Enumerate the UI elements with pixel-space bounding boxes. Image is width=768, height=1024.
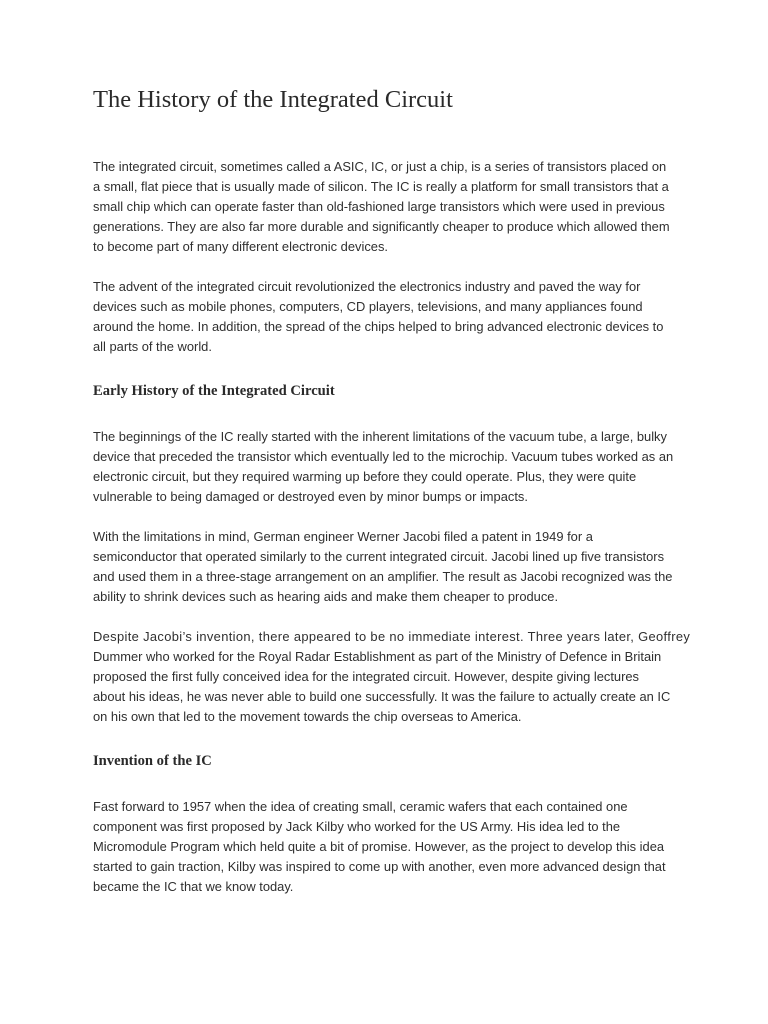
text-line: devices such as mobile phones, computers, CD players, televisions, and many appliances found bbox=[93, 299, 643, 315]
text-line: proposed the first fully conceived idea for the integrated circuit. However, despite giving lectures bbox=[93, 669, 639, 685]
text-line: The advent of the integrated circuit revolutionized the electronics industry and paved the way for bbox=[93, 279, 641, 294]
text-line: to become part of many different electronic devices. bbox=[93, 239, 388, 255]
text-line: electronic circuit, but they required warming up before they could operate. Plus, they were quite bbox=[93, 469, 637, 485]
invention-paragraph-1 bbox=[93, 797, 666, 897]
intro-paragraph-2 bbox=[93, 277, 663, 357]
text-line: Dummer who worked for the Royal Radar Establishment as part of the Ministry of Defence in Britain bbox=[93, 649, 662, 665]
text-line: around the home. In addition, the spread of the chips helped to bring advanced electronic devices to bbox=[93, 319, 664, 335]
text-line: became the IC that we know today. bbox=[93, 879, 294, 895]
text-line: on his own that led to the movement towards the chip overseas to America. bbox=[93, 709, 522, 725]
text-line: a small, flat piece that is usually made of silicon. The IC is really a platform for small transistors that a bbox=[93, 179, 669, 195]
text-line: semiconductor that operated similarly to the current integrated circuit. Jacobi lined up five transistors bbox=[93, 549, 665, 565]
text-line: ability to shrink devices such as hearing aids and make them cheaper to produce. bbox=[93, 589, 559, 605]
text-line: about his ideas, he was never able to build one successfully. It was the failure to actually create an IC bbox=[93, 689, 671, 705]
text-line: started to gain traction, Kilby was inspired to come up with another, even more advanced design that bbox=[93, 859, 666, 875]
text-line: Micromodule Program which held quite a bit of promise. However, as the project to develop this idea bbox=[93, 839, 665, 855]
text-line: The integrated circuit, sometimes called a ASIC, IC, or just a chip, is a series of transistors placed on bbox=[93, 159, 667, 174]
text-line: The beginnings of the IC really started with the inherent limitations of the vacuum tube, a large, bulky bbox=[93, 429, 667, 444]
early-history-paragraph-2 bbox=[93, 527, 672, 607]
section-heading-early-history: Early History of the Integrated Circuit bbox=[93, 383, 335, 399]
text-line: small chip which can operate faster than old-fashioned large transistors which were used in previous bbox=[93, 199, 665, 215]
text-line: Fast forward to 1957 when the idea of creating small, ceramic wafers that each contained one bbox=[93, 799, 628, 814]
text-line: and used them in a three-stage arrangement on an amplifier. The result as Jacobi recognized was the bbox=[93, 569, 673, 585]
text-line: component was first proposed by Jack Kilby who worked for the US Army. His idea led to the bbox=[93, 819, 621, 835]
document-title: The History of the Integrated Circuit bbox=[93, 86, 453, 113]
text-line: With the limitations in mind, German engineer Werner Jacobi filed a patent in 1949 for a bbox=[93, 529, 593, 544]
early-history-paragraph-3 bbox=[93, 627, 690, 727]
text-line: vulnerable to being damaged or destroyed even by minor bumps or impacts. bbox=[93, 489, 528, 505]
section-heading-invention: Invention of the IC bbox=[93, 753, 212, 769]
text-line: Despite Jacobi’s invention, there appeared to be no immediate interest. Three years later, Geoffrey bbox=[93, 629, 691, 644]
intro-paragraph-1 bbox=[93, 157, 670, 257]
text-line: generations. They are also far more durable and significantly cheaper to produce which allowed them bbox=[93, 219, 670, 235]
early-history-paragraph-1 bbox=[93, 427, 673, 507]
text-line: device that preceded the transistor which eventually led to the microchip. Vacuum tubes worked as an bbox=[93, 449, 674, 465]
text-line: all parts of the world. bbox=[93, 339, 212, 355]
